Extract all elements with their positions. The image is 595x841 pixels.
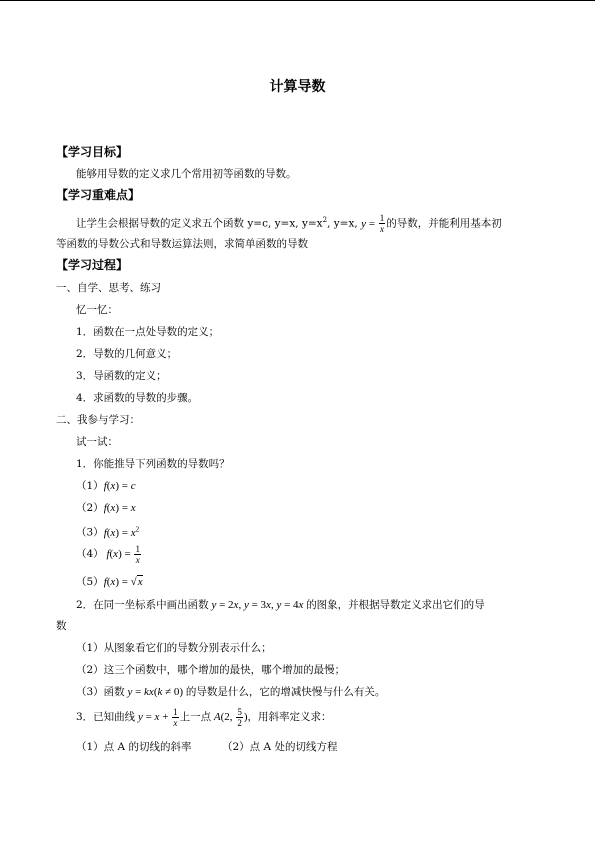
q2-item-2: （2）这三个函数中，哪个增加的最快，哪个增加的最慢； [76, 664, 346, 676]
key-heading: 【学习重难点】 [56, 188, 141, 202]
key-text-part-c: 的导数，并能利用基本初 [386, 217, 502, 230]
q2-item-3: （3）函数 y = kx(k ≠ 0) 的导数是什么，它的增减快慢与什么有关。 [76, 686, 386, 698]
try-label: 试一试： [76, 436, 118, 448]
question-2-continued: 数 [56, 620, 67, 632]
goal-heading: 【学习目标】 [56, 145, 129, 159]
part1-title: 一、自学、思考、练习 [56, 282, 161, 294]
list-item: 4．求函数的导数的步骤。 [76, 392, 199, 404]
recall-label: 忆一忆： [76, 304, 118, 316]
q3-item-1: （1）点 A 的切线的斜率 [76, 741, 192, 753]
question-1: 1．你能推导下列函数的导数吗？ [76, 458, 230, 470]
sub-item-2: （2）f(x) = x [76, 502, 136, 514]
formula-y-1-over-x: y = $\frac{1}{x}$ [361, 213, 385, 235]
sub-item-4: （4） f(x) = $\frac{1}{x}$ [76, 543, 140, 565]
list-item: 2．导数的几何意义； [76, 348, 178, 360]
list-item: 3．导函数的定义； [76, 370, 167, 382]
key-text-part-a: 让学生会根据导数的定义求五个函数 y=c, y=x, y=x [76, 217, 323, 230]
q3-item-2: （2）点 A 处的切线方程 [222, 741, 338, 753]
sub-item-3: $(3)f(x) = x^2$ [76, 525, 140, 539]
goal-text: 能够用导数的定义求几个常用初等函数的导数。 [76, 168, 297, 180]
process-heading: 【学习过程】 [56, 258, 129, 272]
question-3: 3．已知曲线 y = x + $\frac{1}{x}$ 上一点 A(2, $\frac{5}{2}$ )，用斜率定义求： [76, 706, 332, 728]
list-item: 1．函数在一点处导数的定义； [76, 326, 220, 338]
top-rule [0, 0, 595, 1]
part2-title: 二、我参与学习： [56, 414, 140, 426]
key-text-line2: 等函数的导数公式和导数运算法则，求简单函数的导数 [56, 238, 308, 250]
sub-item-1: （1）f(x) = c [76, 480, 136, 492]
page-title: 计算导数 [269, 79, 326, 95]
question-2: 2．在同一坐标系中画出函数 y = 2x, y = 3x, y = 4x 的图象，并根据导数定义求出它们的导 [76, 599, 485, 611]
key-text-part-b: , y=x, [327, 217, 358, 230]
sub-item-5: （5）f(x) = √x [76, 576, 143, 588]
key-text-line1: 让学生会根据导数的定义求五个函数 y=c, y=x, $y=x^2$, y=x, y = $\frac{1}{x}$ 的导数，并能利用基本初 [76, 213, 502, 235]
q2-item-1: （1）从图象看它们的导数分别表示什么； [76, 642, 272, 654]
